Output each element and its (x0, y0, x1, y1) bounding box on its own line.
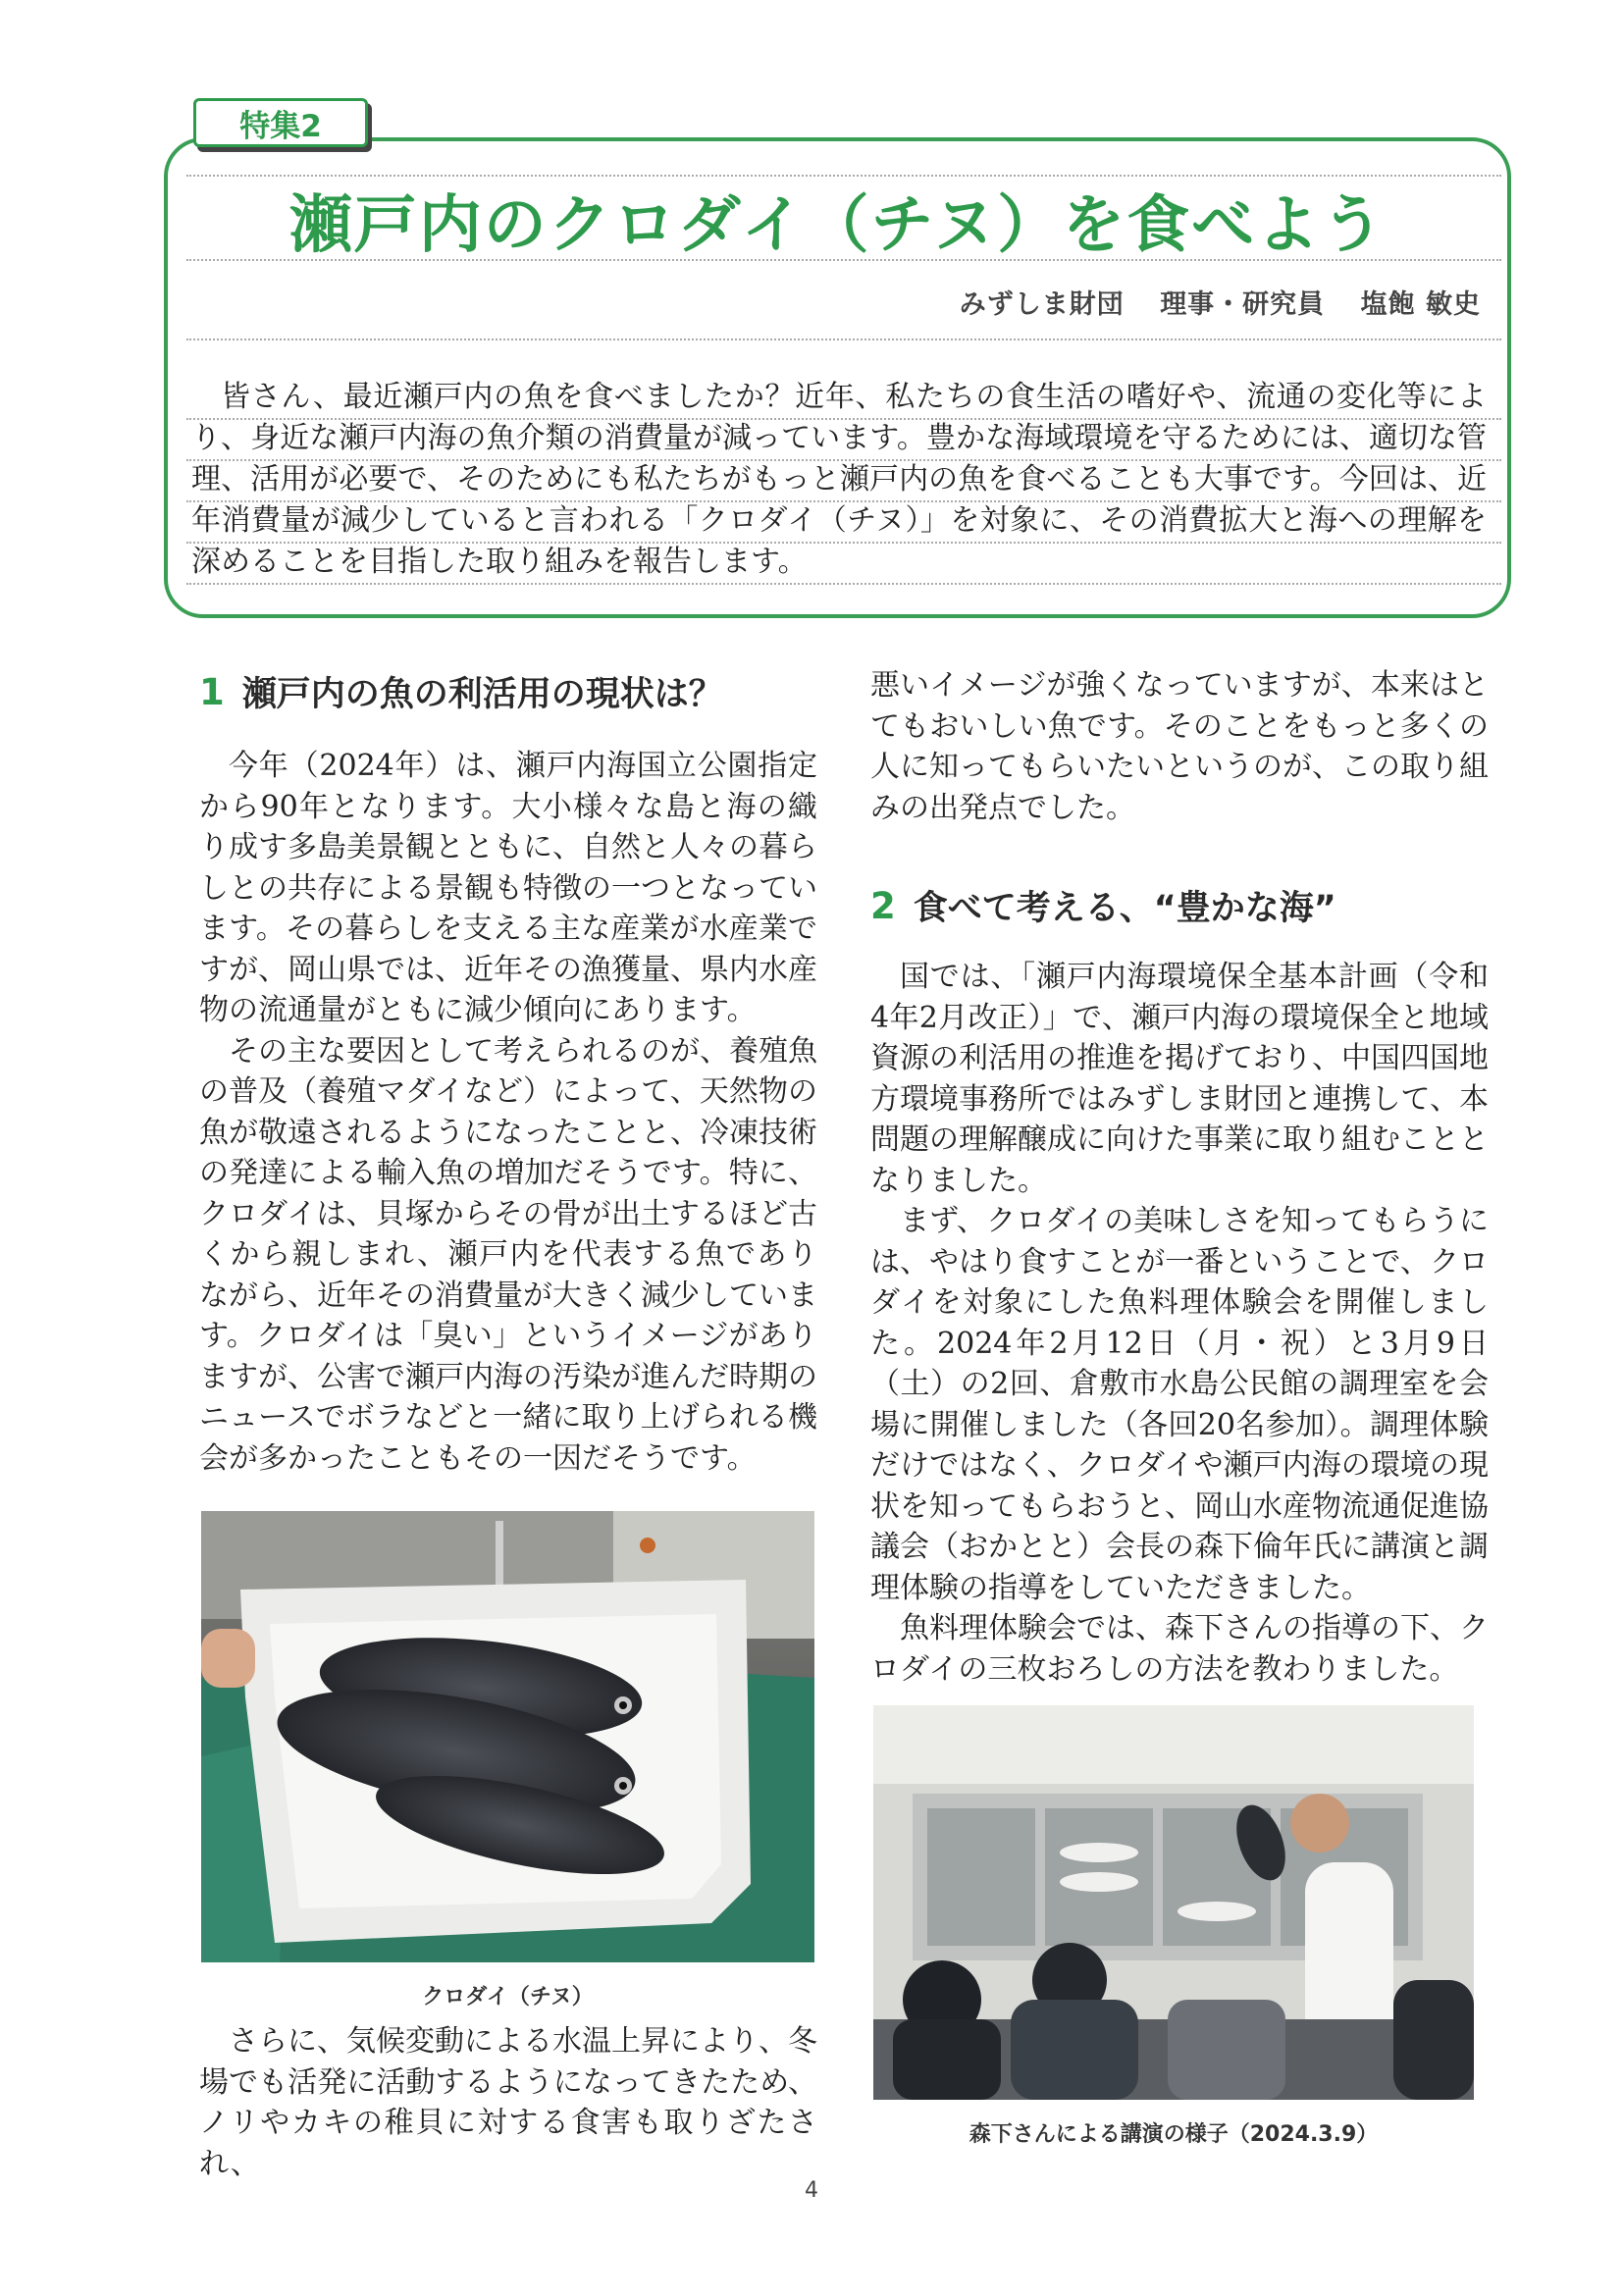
photo-2-caption: 森下さんによる講演の様子（2024.3.9） (969, 2122, 1379, 2147)
kurodai-photo-image (201, 1511, 814, 1962)
section-2-number: 2 (870, 884, 896, 927)
column-2-body (870, 957, 1489, 1690)
paragraph: 魚料理体験会では、森下さんの指導の下、クロダイの三枚おろしの方法を教わりました。 (870, 1611, 1489, 1687)
paragraph: 今年（2024年）は、瀬戸内海国立公園指定から90年となります。大小様々な島と海の織り成す多島美景観とともに、自然と人々の暮らしとの共存による景観も特徴の一つとなっています。その暮らしを支える主な産業が水産業ですが、岡山県では、近年その漁獲量、県内水産物の流通量がともに減少傾向にあります。 (199, 749, 817, 1027)
section-1-title: 瀬戸内の魚の利活用の現状は？ (241, 675, 723, 714)
paragraph: さらに、気候変動による水温上昇により、冬場でも活発に活動するようになってきたため、ノリやカキの稚貝に対する食害も取りざたされ、 (199, 2024, 817, 2181)
section-1-number: 1 (199, 670, 225, 713)
lecture-photo-image (873, 1705, 1474, 2100)
feature-tab: 特集2 (193, 98, 368, 147)
header-rule (186, 583, 1501, 585)
byline (934, 283, 1481, 321)
section-2-title: 食べて考える、“豊かな海” (913, 889, 1336, 928)
column-1-continuation (199, 2021, 817, 2184)
article-title: 瀬戸内のクロダイ（チヌ）を食べよう (288, 189, 1387, 262)
photo-1-caption: クロダイ（チヌ） (422, 1985, 594, 2009)
column-2-top (870, 665, 1489, 828)
paragraph: 悪いイメージが強くなっていますが、本来はとてもおいしい魚です。そのことをもっと多くの人に知ってもらいたいというのが、この取り組みの出発点でした。 (870, 668, 1489, 825)
section-2-heading (870, 881, 1336, 930)
lead-paragraph: 皆さん、最近瀬戸内の魚を食べましたか？近年、私たちの食生活の嗜好や、流通の変化等により、身近な瀬戸内海の魚介類の消費量が減っています。豊かな海域環境を守るためには、適切な管理、活用が必要で、そのためにも私たちがもっと瀬戸内の魚を食べることも大事です。今回は、近年消費量が減少していると言われる「クロダイ（チヌ）」を対象に、その消費拡大と海への理解を深めることを目指した取り組みを報告します。 (191, 380, 1487, 579)
page-number: 4 (805, 2178, 818, 2203)
byline-role: 理事・研究員 (1160, 289, 1326, 320)
section-1-heading (199, 667, 723, 716)
byline-name: 塩飽 敏史 (1360, 289, 1481, 320)
column-1-body (199, 746, 817, 1479)
paragraph: その主な要因として考えられるのが、養殖魚の普及（養殖マダイなど）によって、天然物の魚が敬遠されるようになったことと、冷凍技術の発達による輸入魚の増加だそうです。特に、クロダイは、貝塚からその骨が出土するほど古くから親しまれ、瀬戸内を代表する魚でありながら、近年その消費量が大きく減少しています。クロダイは「臭い」というイメージがありますが、公害で瀬戸内海の汚染が進んだ時期のニュースでボラなどと一緒に取り上げられる機会が多かったこともその一因だそうです。 (199, 1033, 817, 1476)
lecture-photo (873, 1705, 1474, 2100)
paragraph: まず、クロダイの美味しさを知ってもらうには、やはり食すことが一番ということで、クロダイを対象にした魚料理体験会を開催しました。2024年2月12日（月・祝）と3月9日（土）の2回、倉敷市水島公民館の調理室を会場に開催しました（各回20名参加）。調理体験だけではなく、クロダイや瀬戸内海の環境の現状を知ってもらおうと、岡山水産物流通促進協議会（おかとと）会長の森下倫年氏に講演と調理体験の指導をしていただきました。 (870, 1204, 1489, 1605)
byline-org: みずしま財団 (959, 289, 1125, 320)
paragraph: 国では、「瀬戸内海環境保全基本計画（令和4年2月改正）」で、瀬戸内海の環境保全と地域資源の利活用の推進を掲げており、中国四国地方環境事務所ではみずしま財団と連携して、本問題の理解醸成に向けた事業に取り組むこととなりました。 (870, 960, 1489, 1198)
kurodai-photo (201, 1511, 814, 1962)
header-rule (186, 339, 1501, 340)
